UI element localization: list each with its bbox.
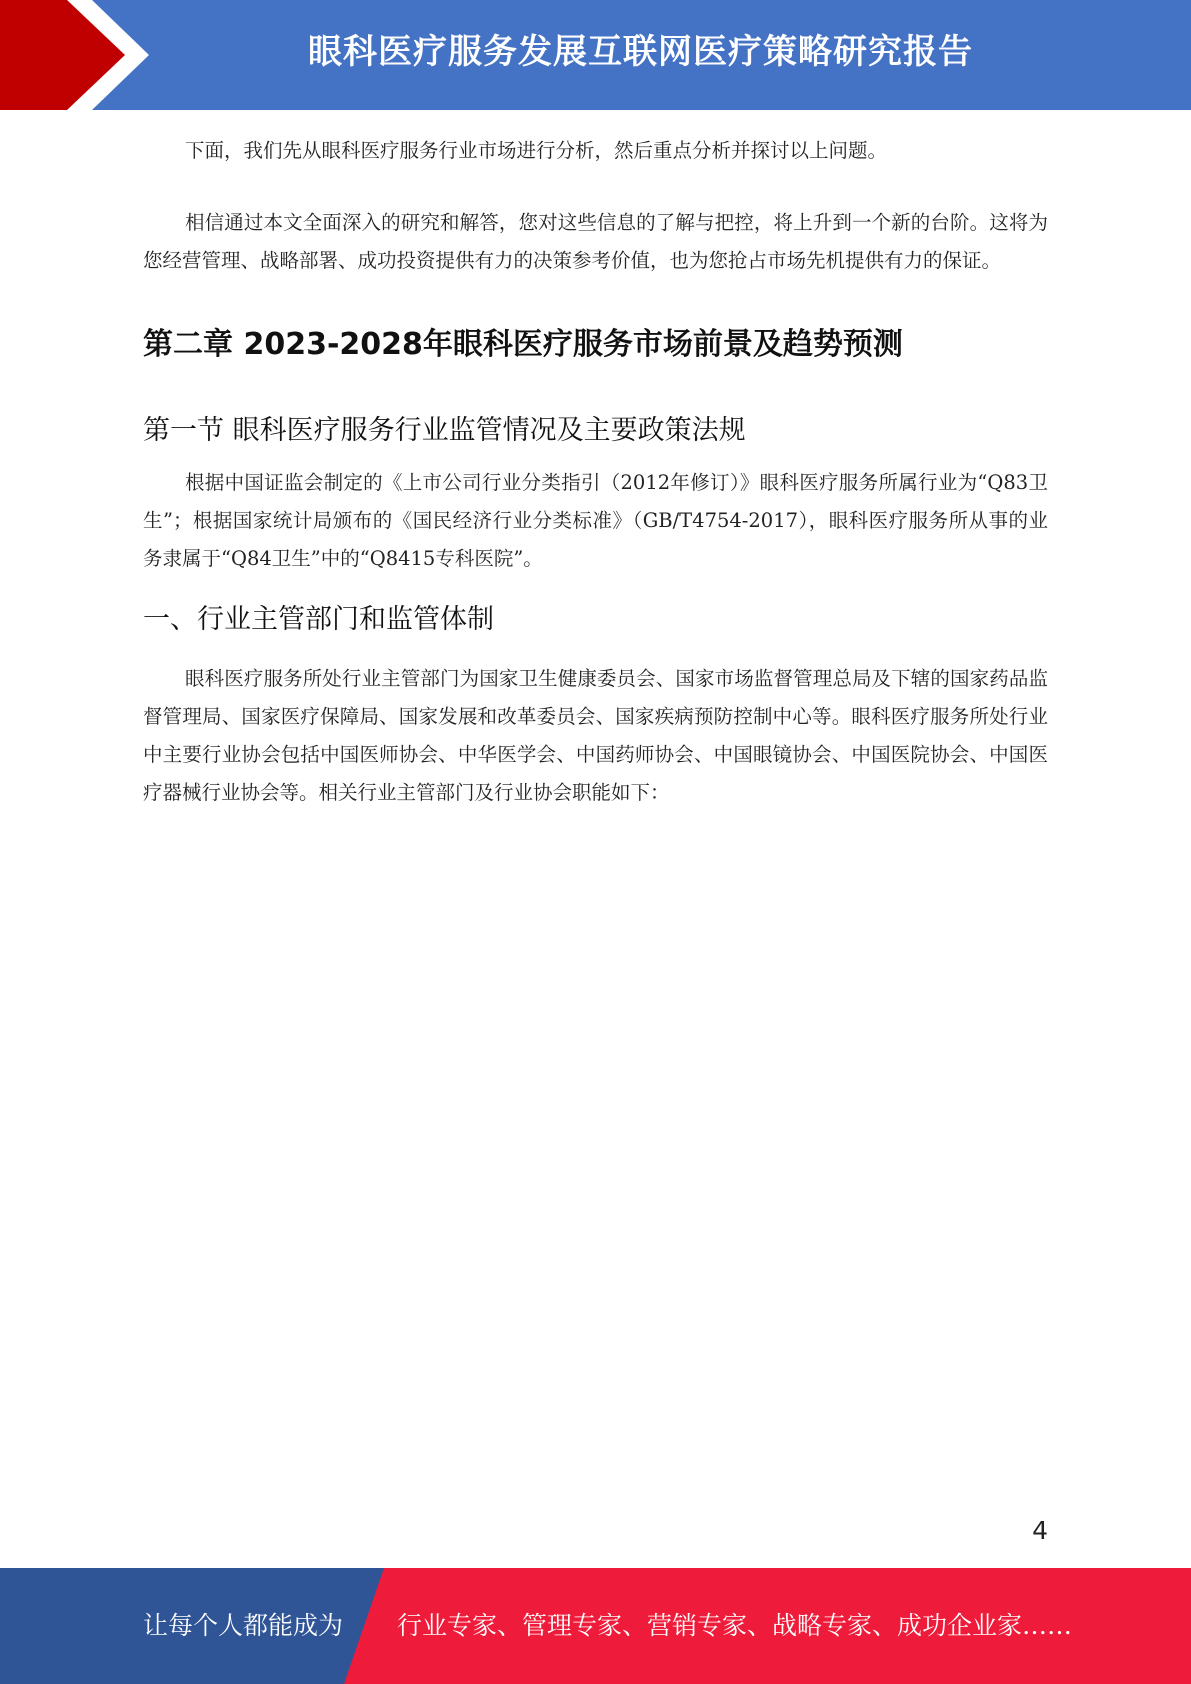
footer-banner: [0, 1568, 1191, 1684]
header-banner: [0, 0, 1191, 110]
subsection-heading: 一、行业主管部门和监管体制: [143, 604, 494, 635]
report-title: 眼科医疗服务发展互联网医疗策略研究报告: [308, 32, 973, 72]
page-number: 4: [1032, 1516, 1048, 1545]
summary-paragraph: 相信通过本文全面深入的研究和解答，您对这些信息的了解与把控，将上升到一个新的台阶。这将为您经营管理、战略部署、成功投资提供有力的决策参考价值，也为您抢占市场先机提供有力的保证。: [143, 211, 1048, 272]
section-heading: 第一节 眼科医疗服务行业监管情况及主要政策法规: [143, 415, 746, 446]
classification-paragraph: 根据中国证监会制定的《上市公司行业分类指引（2012年修订）》眼科医疗服务所属行业为“Q83卫生”；根据国家统计局颁布的《国民经济行业分类标准》（GB/T4754-2017），眼科医疗服务所从事的业务隶属于“Q84卫生”中的“Q8415专科医院”。: [143, 471, 1048, 570]
footer-slogan-lead: 让每个人都能成为: [143, 1611, 344, 1640]
footer-slogan-roles: 行业专家、管理专家、营销专家、战略专家、成功企业家……: [397, 1611, 1073, 1640]
page-content: [143, 130, 1048, 812]
chapter-heading: 第二章 2023-2028年眼科医疗服务市场前景及趋势预测: [143, 327, 903, 362]
regulators-paragraph: 眼科医疗服务所处行业主管部门为国家卫生健康委员会、国家市场监督管理总局及下辖的国家药品监督管理局、国家医疗保障局、国家发展和改革委员会、国家疾病预防控制中心等。眼科医疗服务所处行业中主要行业协会包括中国医师协会、中华医学会、中国药师协会、中国眼镜协会、中国医院协会、中国医疗器械行业协会等。相关行业主管部门及行业协会职能如下：: [143, 667, 1048, 804]
intro-paragraph: 下面，我们先从眼科医疗服务行业市场进行分析，然后重点分析并探讨以上问题。: [185, 139, 888, 162]
